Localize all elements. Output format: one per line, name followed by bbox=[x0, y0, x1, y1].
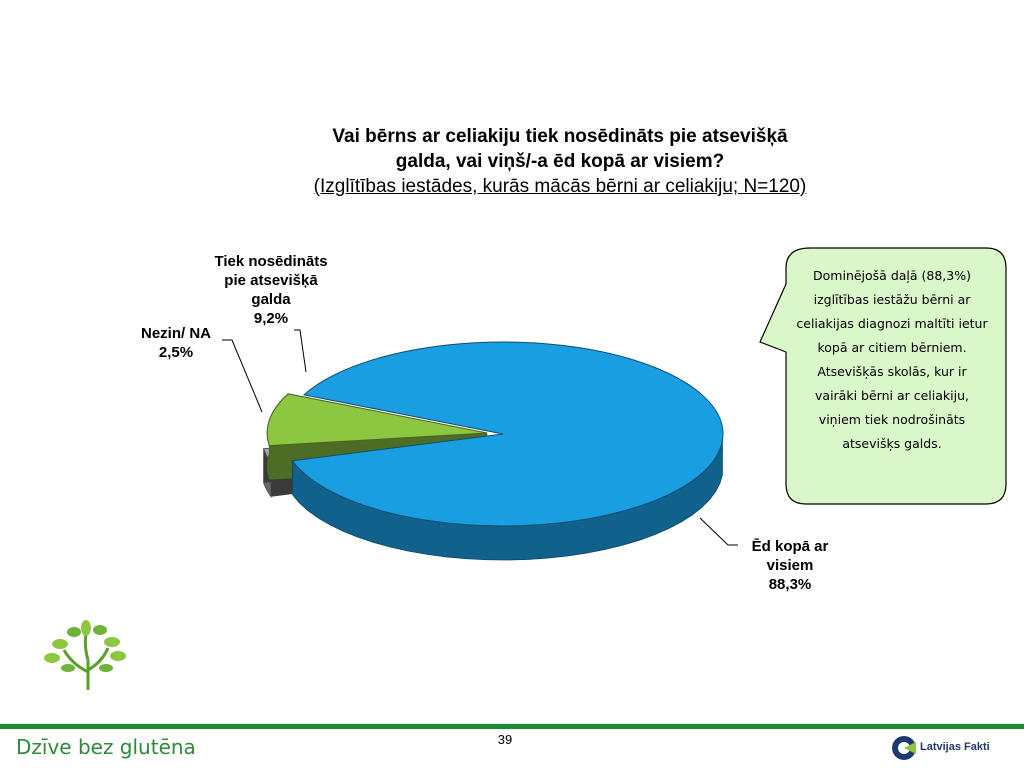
chart-subtitle: (Izglītības iestādes, kurās mācās bērni ar celiakiju; N=120) bbox=[313, 176, 807, 197]
footer-brand: Dzīve bez glutēna bbox=[16, 735, 196, 759]
partner-name: Latvijas Fakti bbox=[920, 741, 990, 753]
tree-logo bbox=[44, 620, 126, 690]
slice-label-line: Nezin/ NA bbox=[140, 325, 211, 342]
partner-logo bbox=[890, 732, 1020, 764]
slice-label-line: Tiek nosēdināts bbox=[214, 253, 328, 270]
slice-value: 88,3% bbox=[768, 576, 812, 593]
leader-line-dont-know bbox=[222, 340, 262, 412]
slice-label-line: Ēd kopā ar bbox=[751, 538, 829, 555]
slice-label-dont-know bbox=[126, 324, 226, 362]
partner-logo-icon bbox=[890, 732, 918, 764]
slice-label-eats-together bbox=[732, 537, 848, 594]
slice-value: 2,5% bbox=[158, 344, 194, 361]
leader-line-separate-table bbox=[294, 330, 306, 372]
slice-label-line: galda bbox=[251, 291, 291, 308]
title-line-2: galda, vai viņš/-a ēd kopā ar visiem? bbox=[395, 151, 725, 172]
slice-value: 9,2% bbox=[253, 310, 289, 327]
page-number: 39 bbox=[497, 732, 513, 747]
title-line-1: Vai bērns ar celiakiju tiek nosēdināts pie atsevišķā bbox=[332, 126, 788, 147]
footer-divider bbox=[0, 724, 1024, 729]
slice-label-line: visiem bbox=[766, 557, 814, 574]
slice-label-line: pie atsevišķā bbox=[224, 272, 318, 289]
callout-text: Dominējošā daļā (88,3%) izglītības iestāžu bērni ar celiakijas diagnozi maltīti ietur kopā ar citiem bērniem. Atsevišķās skolās, kur ir vairāki bērni ar celiakiju, viņiem tiek nodrošināts atsevišķs galds. bbox=[796, 268, 988, 451]
slice-label-separate-table bbox=[196, 252, 346, 328]
